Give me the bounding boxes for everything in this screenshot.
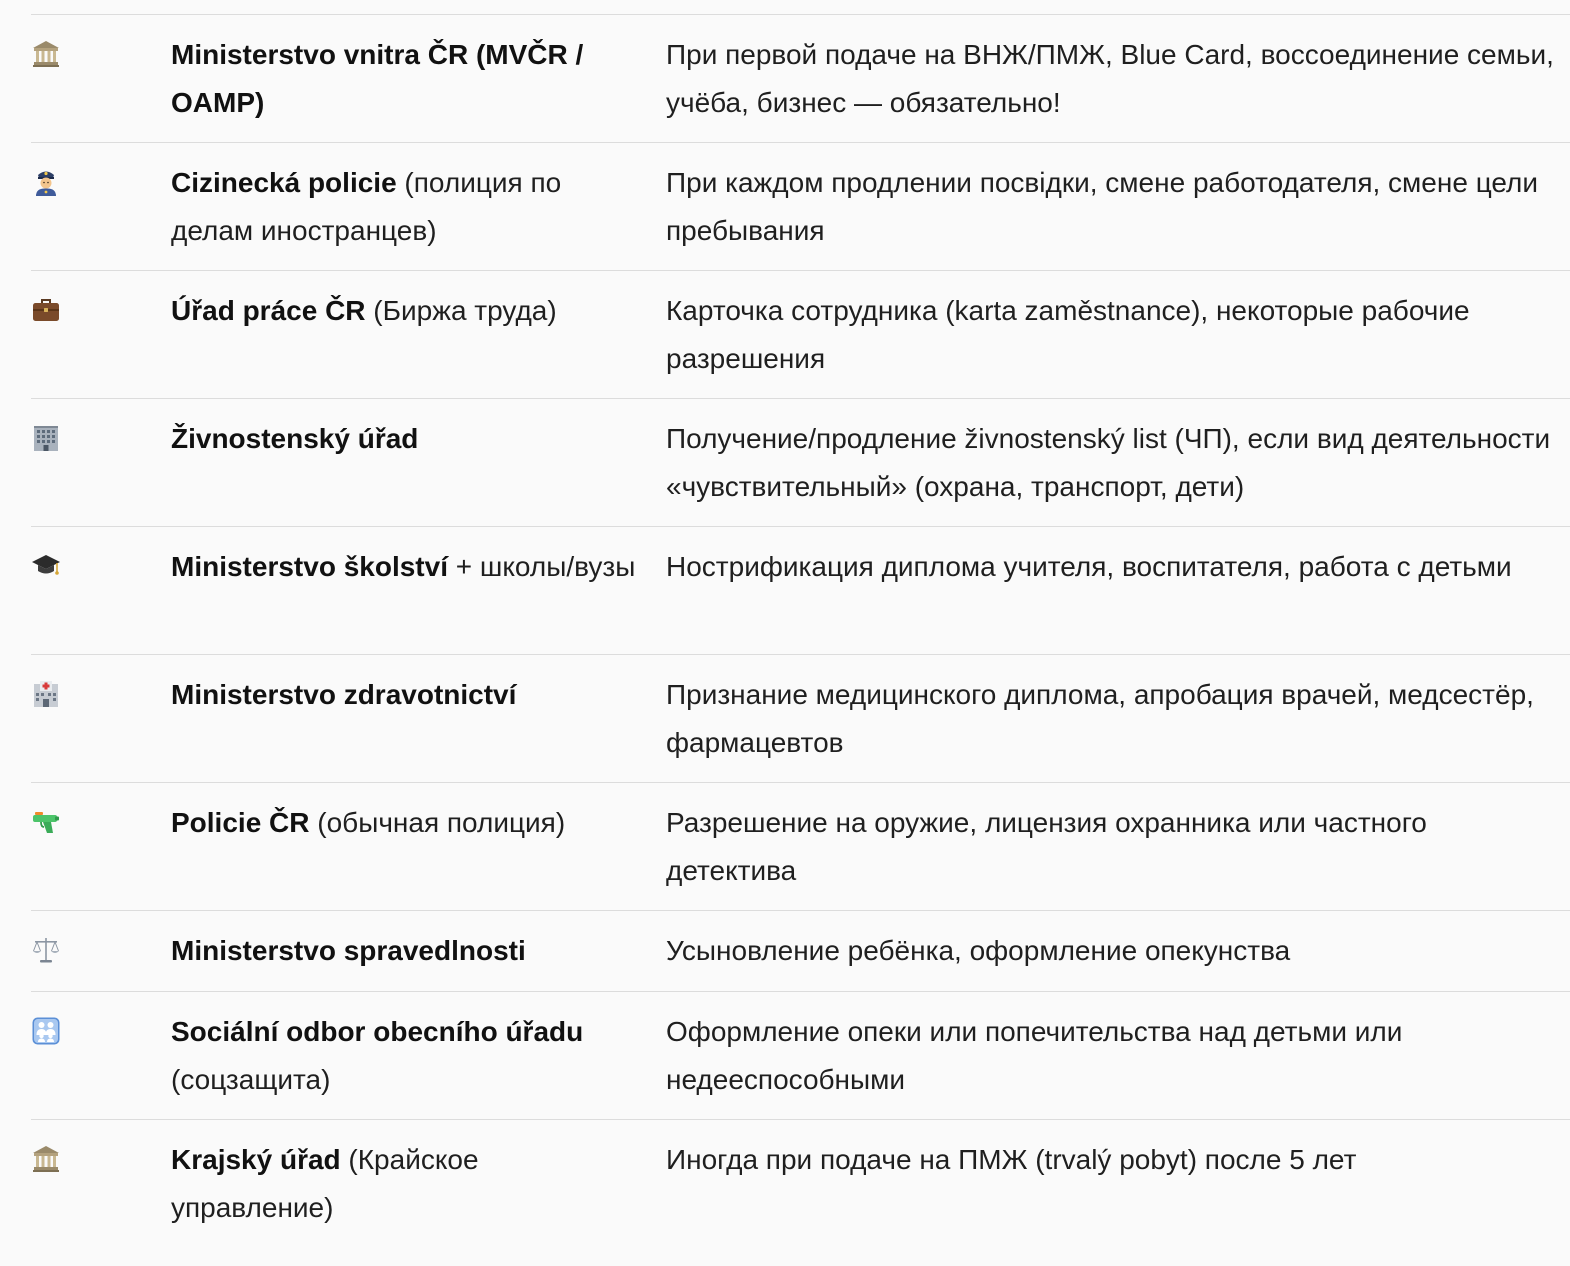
- agency-note: (полиция по делам иностранцев): [171, 167, 562, 246]
- agency-note: (Биржа труда): [365, 295, 557, 326]
- table-row: [31, 143, 1570, 271]
- agency-description: Усыновление ребёнка, оформление опекунства: [666, 935, 1291, 966]
- agency-name: Ministerstvo zdravotnictví: [171, 679, 517, 710]
- table-row: [31, 992, 1570, 1120]
- classical-building-icon: [31, 39, 61, 69]
- graduation-cap-icon: [31, 551, 61, 581]
- agency-note: (соцзащита): [171, 1064, 331, 1095]
- agency-name: Živnostenský úřad: [171, 423, 419, 454]
- authorities-table: [31, 14, 1570, 1244]
- agency-description: Признание медицинского диплома, апробация врачей, медсестёр, фармацевтов: [666, 679, 1534, 758]
- agency-name: Policie ČR: [171, 807, 310, 838]
- table-row: [31, 399, 1570, 527]
- family-icon: [31, 1016, 61, 1046]
- agency-name: Úřad práce ČR: [171, 295, 366, 326]
- agency-name: Sociální odbor obecního úřadu: [171, 1016, 584, 1047]
- agency-name: Ministerstvo spravedlnosti: [171, 935, 526, 966]
- agency-note: (Крайское управление): [171, 1144, 479, 1223]
- table-row: [31, 1120, 1570, 1244]
- agency-note: (обычная полиция): [309, 807, 566, 838]
- classical-building-icon: [31, 1144, 61, 1174]
- agency-description: Карточка сотрудника (karta zaměstnance), некоторые рабочие разрешения: [666, 295, 1470, 374]
- agency-description: Разрешение на оружие, лицензия охранника или частного детектива: [666, 807, 1427, 886]
- hospital-icon: [31, 679, 61, 709]
- agency-description: При каждом продлении посвідки, смене работодателя, смене цели пребывания: [666, 167, 1539, 246]
- agency-name: Ministerstvo školství: [171, 551, 448, 582]
- table-row: [31, 15, 1570, 143]
- table-row: [31, 911, 1570, 992]
- table-row: [31, 783, 1570, 911]
- table-row: [31, 655, 1570, 783]
- agency-description: Оформление опеки или попечительства над детьми или недееспособными: [666, 1016, 1403, 1095]
- agency-description: Иногда при подаче на ПМЖ (trvalý pobyt) после 5 лет: [666, 1144, 1357, 1175]
- agency-name: Cizinecká policie: [171, 167, 397, 198]
- agency-description: Нострификация диплома учителя, воспитателя, работа с детьми: [666, 551, 1512, 582]
- police-officer-icon: [31, 167, 61, 197]
- agency-name: Ministerstvo vnitra ČR (MVČR / OAMP): [171, 39, 584, 118]
- office-building-icon: [31, 423, 61, 453]
- agency-description: Получение/продление živnostenský list (ЧП), если вид деятельности «чувствительный» (охрана, транспорт, дети): [666, 423, 1551, 502]
- table-row: [31, 527, 1570, 655]
- table-row: [31, 271, 1570, 399]
- agency-description: При первой подаче на ВНЖ/ПМЖ, Blue Card, воссоединение семьи, учёба, бизнес — обязательно!: [666, 39, 1554, 118]
- water-pistol-icon: [31, 807, 61, 837]
- agency-name: Krajský úřad: [171, 1144, 341, 1175]
- agency-note: + школы/вузы: [447, 551, 636, 582]
- briefcase-icon: [31, 295, 61, 325]
- balance-scale-icon: [31, 935, 61, 965]
